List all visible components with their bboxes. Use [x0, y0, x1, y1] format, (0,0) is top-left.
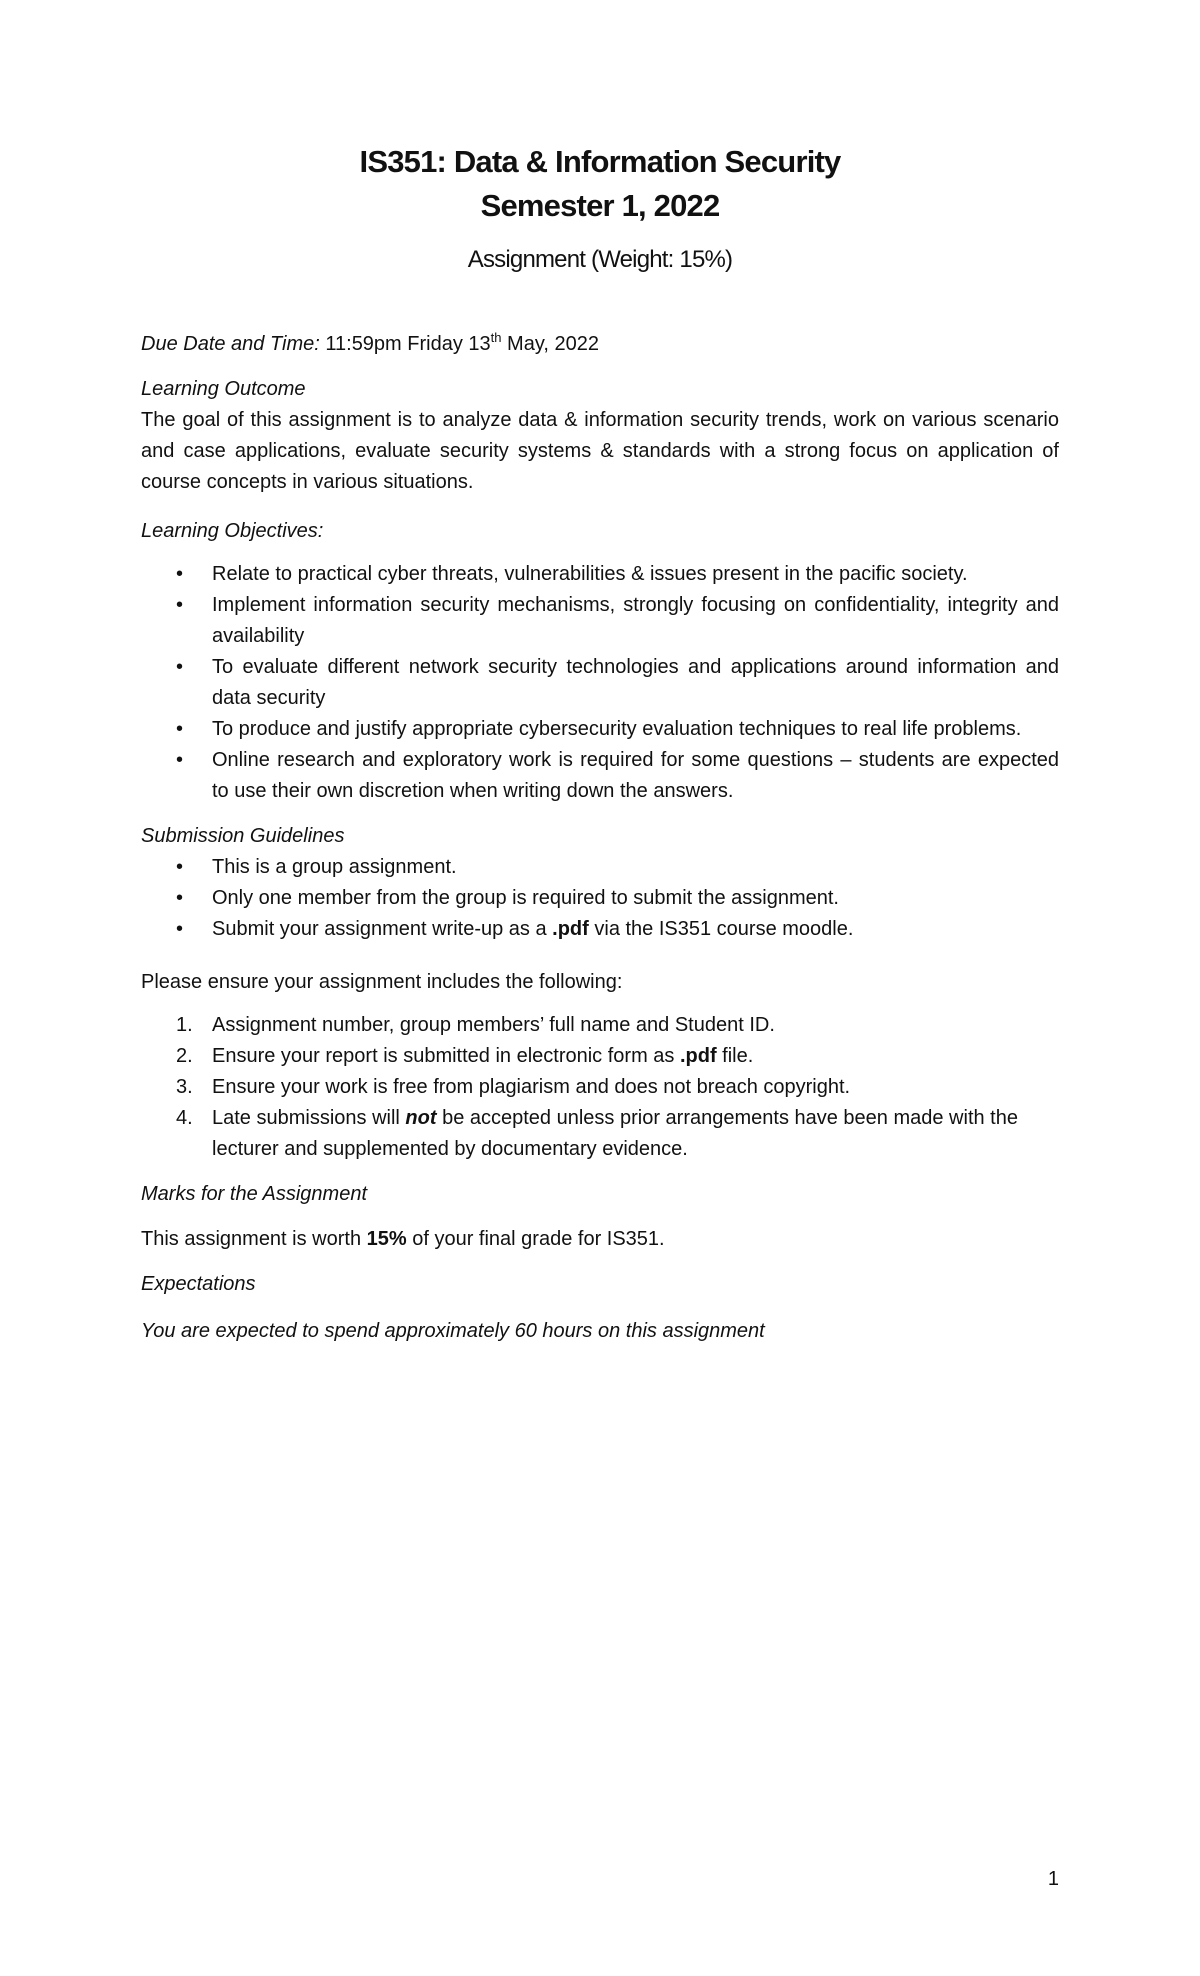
- bullet-icon: •: [176, 887, 184, 909]
- objective-text: To produce and justify appropriate cybersecurity evaluation techniques to real life problems.: [212, 718, 1022, 740]
- pdf-format-text: .pdf: [552, 918, 589, 940]
- bullet-icon: •: [176, 856, 184, 878]
- includes-intro: Please ensure your assignment includes the following:: [141, 971, 623, 993]
- list-item: [141, 745, 1059, 807]
- bullet-icon: •: [176, 656, 184, 678]
- list-item: [141, 714, 1059, 745]
- objective-text: To evaluate different network security technologies and applications around information and data security: [212, 656, 1059, 709]
- includes-list: [141, 1010, 1059, 1165]
- include-text-pre: Late submissions will: [212, 1107, 406, 1129]
- list-item: [141, 652, 1059, 714]
- submission-guidelines-heading: Submission Guidelines: [141, 825, 345, 847]
- list-number: 4.: [176, 1107, 193, 1129]
- list-item: [141, 1103, 1059, 1165]
- document-page: [141, 0, 1059, 1976]
- due-date-superscript: th: [490, 330, 502, 345]
- bullet-icon: •: [176, 594, 184, 616]
- list-number: 1.: [176, 1014, 193, 1036]
- bullet-icon: •: [176, 749, 184, 771]
- guideline-text-post: via the IS351 course moodle.: [588, 918, 854, 940]
- learning-outcome-heading: Learning Outcome: [141, 378, 306, 400]
- list-item: [141, 1041, 1059, 1072]
- list-item: [141, 590, 1059, 652]
- due-date-value: 11:59pm Friday 13: [319, 333, 491, 355]
- list-item: [141, 1010, 1059, 1041]
- learning-objectives-list: [141, 559, 1059, 807]
- pdf-format-text: .pdf: [679, 1045, 717, 1067]
- course-title: IS351: Data & Information Security: [359, 144, 841, 179]
- guideline-text: Only one member from the group is required to submit the assignment.: [212, 887, 839, 909]
- list-number: 2.: [176, 1045, 193, 1067]
- include-text: Ensure your work is free from plagiarism and does not breach copyright.: [212, 1076, 851, 1098]
- marks-text-pre: This assignment is worth: [141, 1228, 367, 1250]
- list-item: [141, 883, 1059, 914]
- due-date-label: Due Date and Time:: [141, 333, 320, 355]
- marks-weight: 15%: [366, 1228, 407, 1250]
- list-item: [141, 1072, 1059, 1103]
- assignment-subtitle: Assignment (Weight: 15%): [467, 246, 733, 273]
- list-item: [141, 852, 1059, 883]
- objective-text: Relate to practical cyber threats, vulnerabilities & issues present in the pacific society.: [212, 563, 968, 585]
- objective-text: Implement information security mechanisms, strongly focusing on confidentiality, integrity and availability: [212, 594, 1059, 647]
- guideline-text-pre: Submit your assignment write-up as a: [212, 918, 553, 940]
- emphasis-not: not: [405, 1107, 437, 1129]
- bullet-icon: •: [176, 918, 184, 940]
- bullet-icon: •: [176, 718, 184, 740]
- marks-heading: Marks for the Assignment: [141, 1183, 368, 1205]
- submission-guidelines-list: [141, 852, 1059, 945]
- learning-objectives-heading: Learning Objectives:: [141, 520, 324, 542]
- list-item: [141, 914, 1059, 945]
- include-text-post: be accepted unless prior arrangements have been made with the lecturer and supplemented by documentary evidence.: [212, 1107, 1018, 1160]
- include-text: Assignment number, group members’ full name and Student ID.: [212, 1014, 775, 1036]
- marks-text: [141, 1224, 1059, 1255]
- marks-text-post: of your final grade for IS351.: [406, 1228, 665, 1250]
- document-body: [141, 329, 1059, 1347]
- expectations-text: You are expected to spend approximately 60 hours on this assignment: [141, 1320, 765, 1342]
- include-text-post: file.: [716, 1045, 754, 1067]
- objective-text: Online research and exploratory work is required for some questions – students are expected to use their own discretion when writing down the answers.: [212, 749, 1059, 802]
- title-block: [141, 140, 1059, 276]
- include-text-pre: Ensure your report is submitted in electronic form as: [212, 1045, 680, 1067]
- learning-outcome-text: The goal of this assignment is to analyze data & information security trends, work on various scenario and case applications, evaluate security systems & standards with a strong focus on application of course concepts in various situations.: [141, 409, 1059, 493]
- due-date-line: [141, 329, 1059, 360]
- due-date-month-year: May, 2022: [501, 333, 599, 355]
- list-item: [141, 559, 1059, 590]
- guideline-text: This is a group assignment.: [212, 856, 457, 878]
- list-number: 3.: [176, 1076, 193, 1098]
- bullet-icon: •: [176, 563, 184, 585]
- semester-title: Semester 1, 2022: [480, 188, 720, 223]
- expectations-heading: Expectations: [141, 1273, 256, 1295]
- page-number: 1: [1047, 1868, 1059, 1890]
